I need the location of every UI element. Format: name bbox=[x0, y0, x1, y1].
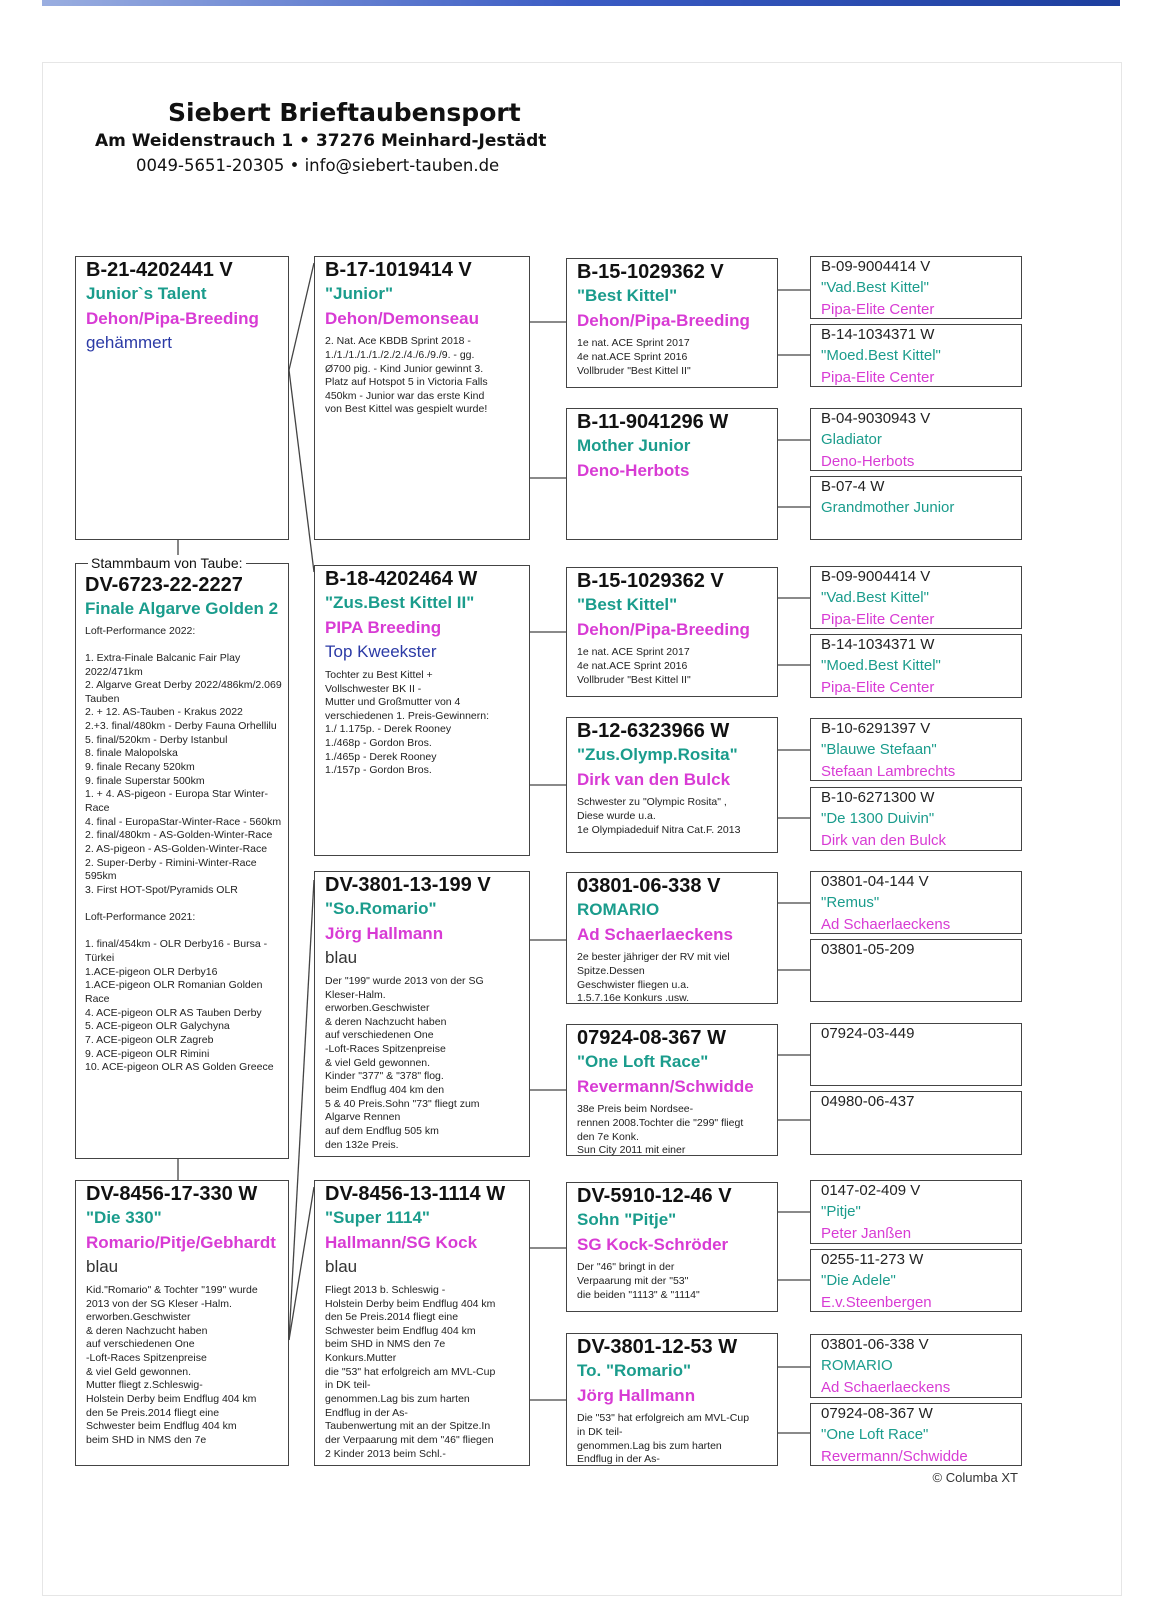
ancestor-ring: B-09-9004414 V bbox=[821, 258, 931, 275]
ancestor-ring: B-07-4 W bbox=[821, 478, 885, 495]
great-grandparent-ring: DV-5910-12-46 V bbox=[577, 1185, 732, 1207]
ancestor-breeder: Deno-Herbots bbox=[821, 453, 915, 470]
ancestor-name: "Pitje" bbox=[821, 1203, 861, 1221]
great-grandparent-ring: DV-3801-12-53 W bbox=[577, 1336, 738, 1358]
grandparent-ring: B-18-4202464 W bbox=[325, 568, 478, 590]
ancestor-breeder: Ad Schaerlaeckens bbox=[821, 1379, 951, 1396]
great-grandparent-card[interactable] bbox=[566, 872, 778, 1004]
ancestor-name: "Vad.Best Kittel" bbox=[821, 589, 929, 607]
great-grandparent-breeder: Dehon/Pipa-Breeding bbox=[577, 619, 750, 639]
subject-card[interactable] bbox=[75, 555, 289, 1159]
ancestor-breeder: Stefaan Lambrechts bbox=[821, 763, 956, 780]
ancestor-breeder: E.v.Steenbergen bbox=[821, 1294, 932, 1311]
ancestor-name: "Remus" bbox=[821, 894, 880, 912]
ancestor-ring: 03801-06-338 V bbox=[821, 1336, 929, 1353]
grandparent-card[interactable] bbox=[314, 565, 530, 856]
ancestor-card[interactable] bbox=[810, 718, 1022, 781]
ancestor-ring: B-14-1034371 W bbox=[821, 326, 935, 343]
ancestor-breeder: Ad Schaerlaeckens bbox=[821, 916, 951, 933]
subject-ring: DV-6723-22-2227 bbox=[85, 574, 243, 596]
great-grandparent-card[interactable] bbox=[566, 1182, 778, 1312]
ancestor-card[interactable] bbox=[810, 1403, 1022, 1466]
great-grandparent-card[interactable] bbox=[566, 408, 778, 540]
grandparent-name: "Junior" bbox=[325, 284, 394, 303]
copyright: © Columba XT bbox=[932, 1470, 1018, 1485]
ancestor-card[interactable] bbox=[810, 256, 1022, 319]
ancestor-name: "Blauwe Stefaan" bbox=[821, 741, 937, 759]
sire-card[interactable] bbox=[75, 256, 289, 540]
subject-performance: Loft-Performance 2022: 1. Extra-Finale Balcanic Fair Play 2022/471km 2. Algarve Great Derby 2022/486km/2.069 Tauben 2. + 12. AS-Tauben - Krakus 2022 2.+3. final/480km - Derby Fauna Orhellilu 5. final/520km - Derby Istanbul 8. finale Malopolska 9. finale Recany 520km 9. finale Superstar 500km 1. + 4. AS-pigeon - Europa Star Winter-Race 4. final - EuropaStar-Winter-Race - 560km 2. final/480km - AS-Golden-Winter-Race 2. AS-pigeon - AS-Golden-Winter-Race 2. Super-Derby - Rimini-Winter-Race 595km 3. First HOT-Spot/Pyramids OLR Loft-Performance 2021: 1. final/454km - OLR Derby16 - Bursa - Türkei 1.ACE-pigeon OLR Derby16 1.ACE-pigeon OLR Romanian Golden Race 4. ACE-pigeon OLR AS Tauben Derby 5. ACE-pigeon OLR Galychyna 7. ACE-pigeon OLR Zagreb 9. ACE-pigeon OLR Rimini 10. ACE-pigeon OLR AS Golden Greece bbox=[85, 624, 282, 1074]
dam-note: Kid."Romario" & Tochter "199" wurde 2013 von der SG Kleser -Halm. erworben.Geschwister & deren Nachzucht haben auf verschiedenen One -Loft-Races Spitzenpreise & viel Geld gewonnen. Mutter fliegt z.Schleswig- Holstein Derby beim Endflug 404 km den 5e Preis.2014 fliegt eine Schwester beim Endflug 404 km beim SHD in NMS den 7e bbox=[86, 1283, 258, 1446]
ancestor-breeder: Pipa-Elite Center bbox=[821, 679, 935, 696]
great-grandparent-note: 2e bester jähriger der RV mit viel Spitze.Dessen Geschwister fliegen u.a. 1.5.7.16e Konkurs .usw. bbox=[577, 951, 730, 1004]
dam-card[interactable] bbox=[75, 1180, 289, 1466]
ancestor-ring: 0147-02-409 V bbox=[821, 1182, 921, 1199]
great-grandparent-breeder: SG Kock-Schröder bbox=[577, 1234, 729, 1254]
great-grandparent-ring: B-15-1029362 V bbox=[577, 261, 724, 283]
great-grandparent-ring: B-15-1029362 V bbox=[577, 570, 724, 592]
grandparent-breeder: Jörg Hallmann bbox=[325, 923, 444, 943]
dam-name: "Die 330" bbox=[86, 1208, 162, 1227]
ancestor-breeder: Pipa-Elite Center bbox=[821, 301, 935, 318]
great-grandparent-note: 1e nat. ACE Sprint 2017 4e nat.ACE Sprint 2016 Vollbruder "Best Kittel II" bbox=[577, 337, 691, 377]
great-grandparent-name: To. "Romario" bbox=[577, 1361, 692, 1380]
grandparent-note: 2. Nat. Ace KBDB Sprint 2018 - 1./1./1./1./1./2./2./4./6./9./9. - gg. Ø700 pig. - Kind Junior gewinnt 3. Platz auf Hotspot 5 in Victoria Falls 450km - Junior war das erste Kind von Best Kittel was gespielt wurde! bbox=[325, 335, 488, 416]
great-grandparent-note: 38e Preis beim Nordsee- rennen 2008.Tochter die "299" fliegt den 7e Konk. Sun City 2011 mit einer bbox=[577, 1103, 744, 1156]
ancestor-ring: B-10-6271300 W bbox=[821, 789, 935, 806]
great-grandparent-card[interactable] bbox=[566, 1333, 778, 1466]
sire-name: Junior`s Talent bbox=[86, 284, 207, 303]
ancestor-ring: 0255-11-273 W bbox=[821, 1251, 924, 1268]
great-grandparent-name: "Best Kittel" bbox=[577, 286, 678, 305]
ancestor-breeder: Revermann/Schwidde bbox=[821, 1448, 968, 1465]
sire-color: gehämmert bbox=[86, 333, 172, 353]
great-grandparent-card[interactable] bbox=[566, 1024, 778, 1156]
great-grandparent-breeder: Deno-Herbots bbox=[577, 460, 690, 480]
great-grandparent-name: "Zus.Olymp.Rosita" bbox=[577, 745, 738, 764]
ancestor-card[interactable] bbox=[810, 1180, 1022, 1244]
ancestor-name: "One Loft Race" bbox=[821, 1426, 929, 1444]
ancestor-ring: 03801-05-209 bbox=[821, 941, 915, 958]
great-grandparent-breeder: Ad Schaerlaeckens bbox=[577, 924, 733, 944]
subject-name: Finale Algarve Golden 2 bbox=[85, 599, 279, 618]
ancestor-ring: 04980-06-437 bbox=[821, 1093, 915, 1110]
grandparent-card[interactable] bbox=[314, 1180, 530, 1466]
ancestor-name: ROMARIO bbox=[821, 1357, 893, 1375]
sire-ring: B-21-4202441 V bbox=[86, 259, 233, 281]
ancestor-card[interactable] bbox=[810, 476, 1022, 540]
ancestor-card[interactable] bbox=[810, 939, 1022, 1002]
ancestor-card[interactable] bbox=[810, 1334, 1022, 1398]
grandparent-note: Der "199" wurde 2013 von der SG Kleser-Halm. erworben.Geschwister & deren Nachzucht haben auf verschiedenen One -Loft-Races Spitzenpreise & viel Geld gewonnen. Kinder "377" & "378" flog. beim Endflug 404 km den 5 & 40 Preis.Sohn "73" fliegt zum Algarve Rennen auf dem Endflug 505 km den 132e Preis. bbox=[325, 974, 484, 1151]
loft-contact: 0049-5651-20305 • info@siebert-tauben.de bbox=[136, 156, 500, 175]
ancestor-breeder: Pipa-Elite Center bbox=[821, 369, 935, 386]
grandparent-color: blau bbox=[325, 1257, 358, 1277]
great-grandparent-breeder: Dehon/Pipa-Breeding bbox=[577, 310, 750, 330]
ancestor-name: Gladiator bbox=[821, 431, 882, 449]
grandparent-breeder: PIPA Breeding bbox=[325, 617, 442, 637]
ancestor-name: "Die Adele" bbox=[821, 1272, 896, 1290]
ancestor-ring: B-10-6291397 V bbox=[821, 720, 931, 737]
great-grandparent-ring: 03801-06-338 V bbox=[577, 875, 721, 897]
great-grandparent-card[interactable] bbox=[566, 258, 778, 388]
ancestor-breeder: Peter Janßen bbox=[821, 1225, 912, 1242]
great-grandparent-name: "One Loft Race" bbox=[577, 1052, 709, 1071]
grandparent-ring: DV-8456-13-1114 W bbox=[325, 1183, 506, 1205]
great-grandparent-ring: B-11-9041296 W bbox=[577, 411, 729, 433]
grandparent-ring: B-17-1019414 V bbox=[325, 259, 472, 281]
great-grandparent-note: Der "46" bringt in der Verpaarung mit der "53" die beiden "1113" & "1114" bbox=[577, 1261, 700, 1301]
ancestor-name: Grandmother Junior bbox=[821, 499, 955, 517]
ancestor-ring: 07924-03-449 bbox=[821, 1025, 915, 1042]
ancestor-breeder: Pipa-Elite Center bbox=[821, 611, 935, 628]
grandparent-name: "So.Romario" bbox=[325, 899, 437, 918]
great-grandparent-name: Sohn "Pitje" bbox=[577, 1210, 677, 1229]
ancestor-name: "Vad.Best Kittel" bbox=[821, 279, 929, 297]
loft-name: Siebert Brieftaubensport bbox=[168, 98, 521, 127]
great-grandparent-note: Schwester zu "Olympic Rosita" , Diese wurde u.a. 1e Olympiadeduif Nitra Cat.F. 2013 bbox=[577, 796, 741, 836]
subject-title: Stammbaum von Taube: bbox=[88, 555, 246, 571]
ancestor-name: "Moed.Best Kittel" bbox=[821, 657, 941, 675]
great-grandparent-ring: B-12-6323966 W bbox=[577, 720, 730, 742]
dam-color: blau bbox=[86, 1257, 119, 1277]
grandparent-breeder: Hallmann/SG Kock bbox=[325, 1232, 478, 1252]
grandparent-note: Fliegt 2013 b. Schleswig - Holstein Derby beim Endflug 404 km den 5e Preis.2014 fliegt eine Schwester beim Endflug 404 km beim SHD in NMS den 7e Konkurs.Mutter die "53" hat erfolgreich am MVL-Cup in DK teil- genommen.Lag bis zum harten Endflug in der As- Taubenwertung mit an der Spitze.In der Verpaarung mit dem "46" fliegen 2 Kinder 2013 beim Schl.- bbox=[325, 1283, 496, 1460]
great-grandparent-card[interactable] bbox=[566, 567, 778, 697]
great-grandparent-breeder: Jörg Hallmann bbox=[577, 1385, 696, 1405]
ancestor-card[interactable] bbox=[810, 787, 1022, 851]
ancestor-card[interactable] bbox=[810, 1023, 1022, 1086]
grandparent-ring: DV-3801-13-199 V bbox=[325, 874, 491, 896]
dam-breeder: Romario/Pitje/Gebhardt bbox=[86, 1232, 276, 1252]
great-grandparent-name: Mother Junior bbox=[577, 436, 691, 455]
ancestor-ring: B-14-1034371 W bbox=[821, 636, 935, 653]
great-grandparent-breeder: Dirk van den Bulck bbox=[577, 769, 731, 789]
grandparent-color: blau bbox=[325, 948, 358, 968]
great-grandparent-name: ROMARIO bbox=[577, 900, 660, 919]
ancestor-name: "De 1300 Duivin" bbox=[821, 810, 935, 828]
grandparent-name: "Super 1114" bbox=[325, 1208, 430, 1227]
ancestor-ring: B-04-9030943 V bbox=[821, 410, 931, 427]
dam-ring: DV-8456-17-330 W bbox=[86, 1183, 258, 1205]
ancestor-card[interactable] bbox=[810, 871, 1022, 934]
ancestor-card[interactable] bbox=[810, 566, 1022, 629]
grandparent-note: Tochter zu Best Kittel + Vollschwester BK II - Mutter und Großmutter von 4 verschiedenen 1. Preis-Gewinnern: 1./ 1.175p. - Derek Rooney 1./468p - Gordon Bros. 1./465p - Derek Rooney 1./157p - Gordon Bros. bbox=[325, 668, 490, 777]
great-grandparent-note: Die "53" hat erfolgreich am MVL-Cup in DK teil- genommen.Lag bis zum harten Endflug in der As- bbox=[577, 1412, 750, 1466]
ancestor-card[interactable] bbox=[810, 324, 1022, 387]
great-grandparent-name: "Best Kittel" bbox=[577, 595, 678, 614]
grandparent-breeder: Dehon/Demonseau bbox=[325, 308, 479, 328]
ancestor-card[interactable] bbox=[810, 1091, 1022, 1155]
ancestor-card[interactable] bbox=[810, 408, 1022, 471]
grandparent-card[interactable] bbox=[314, 871, 530, 1157]
loft-address: Am Weidenstrauch 1 • 37276 Meinhard-Jestädt bbox=[95, 131, 547, 151]
grandparent-name: "Zus.Best Kittel II" bbox=[325, 593, 475, 612]
great-grandparent-breeder: Revermann/Schwidde bbox=[577, 1076, 754, 1096]
ancestor-breeder: Dirk van den Bulck bbox=[821, 832, 947, 849]
ancestor-ring: 03801-04-144 V bbox=[821, 873, 929, 890]
ancestor-card[interactable] bbox=[810, 634, 1022, 698]
great-grandparent-card[interactable] bbox=[566, 717, 778, 853]
ancestor-card[interactable] bbox=[810, 1249, 1022, 1312]
sire-breeder: Dehon/Pipa-Breeding bbox=[86, 308, 259, 328]
ancestor-ring: B-09-9004414 V bbox=[821, 568, 931, 585]
ancestor-name: "Moed.Best Kittel" bbox=[821, 347, 941, 365]
grandparent-card[interactable] bbox=[314, 256, 530, 540]
ancestor-ring: 07924-08-367 W bbox=[821, 1405, 933, 1422]
grandparent-color: Top Kweekster bbox=[325, 642, 437, 662]
great-grandparent-note: 1e nat. ACE Sprint 2017 4e nat.ACE Sprint 2016 Vollbruder "Best Kittel II" bbox=[577, 646, 691, 686]
great-grandparent-ring: 07924-08-367 W bbox=[577, 1027, 726, 1049]
